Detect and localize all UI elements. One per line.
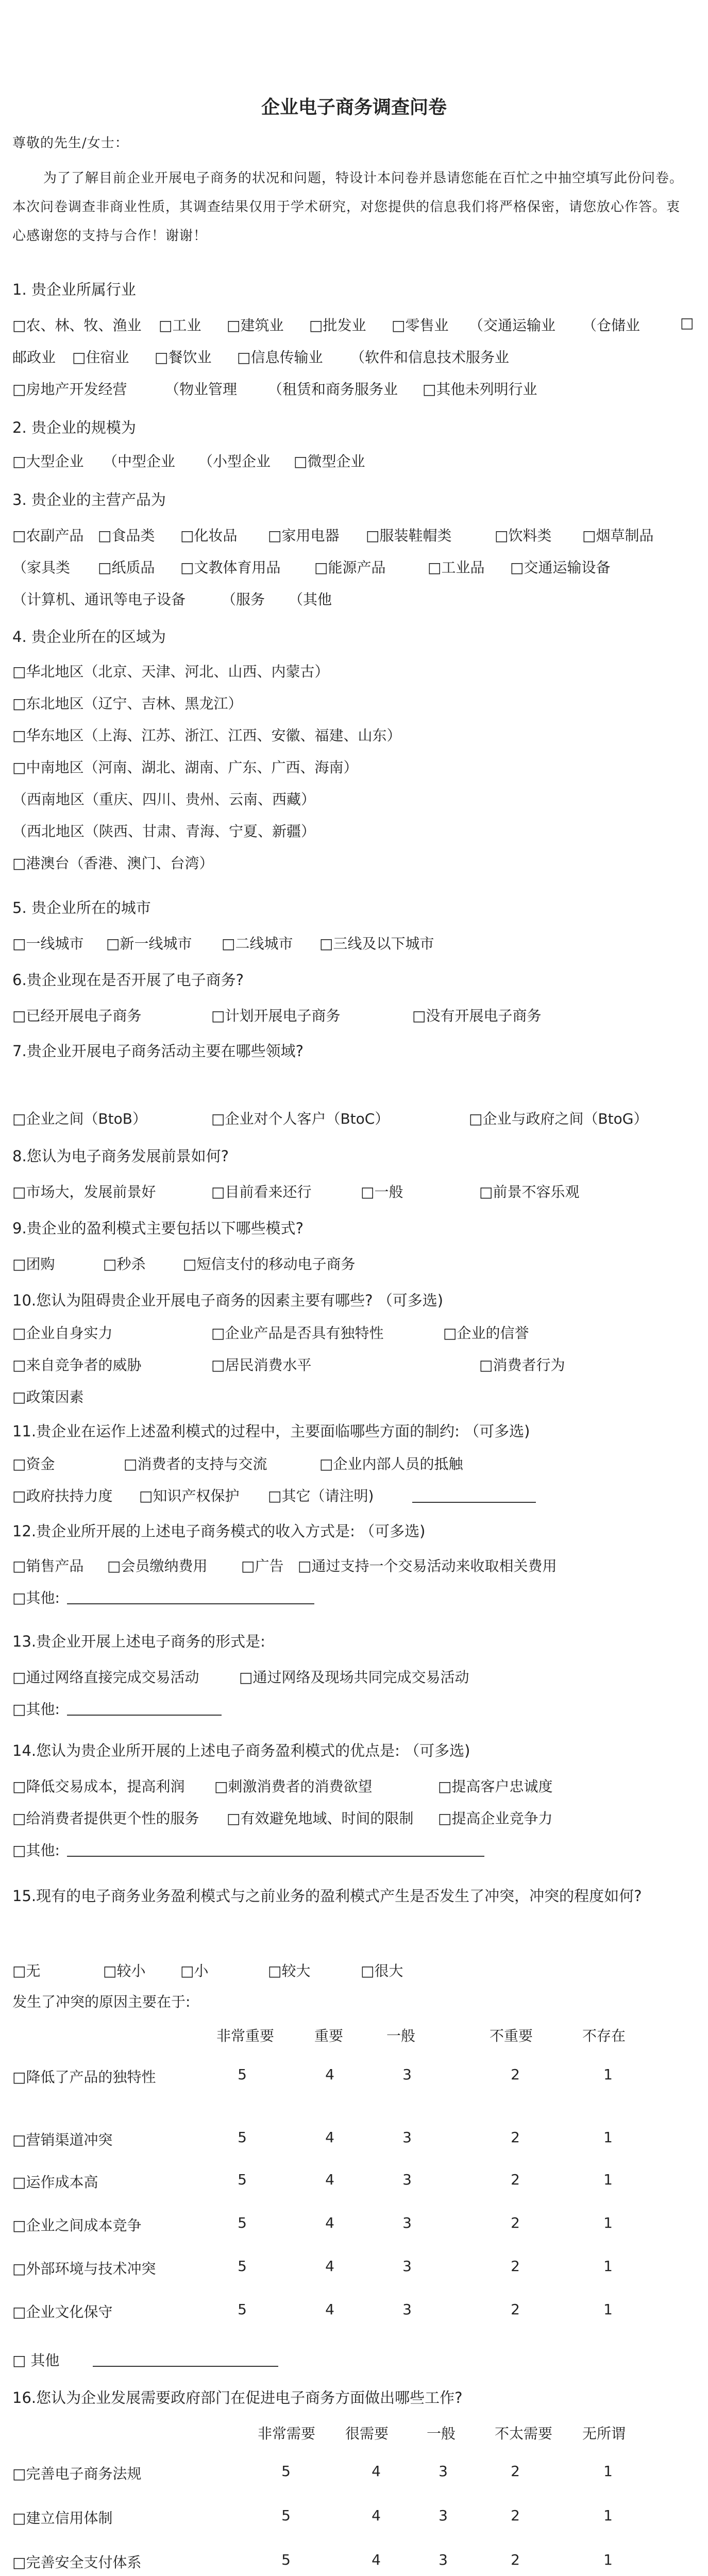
q1-option[interactable]: （租赁和商务服务业 (268, 381, 398, 398)
q15-header: 不存在 (582, 2027, 626, 2044)
q12-option[interactable]: □销售产品 (12, 1557, 84, 1574)
q15-score[interactable]: 5 (238, 2258, 247, 2275)
q14-option[interactable]: □提高企业竞争力 (438, 1810, 553, 1827)
q16-row-label[interactable]: □建立信用体制 (12, 2510, 113, 2527)
q11-other-fill-line[interactable] (412, 1502, 536, 1503)
q5-title: 5. 贵企业所在的城市 (12, 899, 151, 917)
q11-option[interactable]: □企业内部人员的抵触 (319, 1455, 463, 1472)
q16-score[interactable]: 5 (281, 2507, 291, 2524)
q3-option[interactable]: □工业品 (428, 559, 485, 576)
q3-option[interactable]: □化妆品 (180, 527, 238, 544)
q1-option[interactable]: □建筑业 (227, 317, 284, 334)
q15-score[interactable]: 2 (511, 2214, 520, 2231)
q16-header: 非常需要 (258, 2425, 316, 2442)
q1-option[interactable]: □ (680, 314, 694, 331)
q5-option[interactable]: □三线及以下城市 (319, 935, 434, 952)
q15-header: 重要 (314, 2027, 344, 2044)
q15-score[interactable]: 1 (603, 2171, 613, 2188)
q16-header: 不太需要 (495, 2425, 553, 2442)
q12-other[interactable]: □其他: (12, 1589, 60, 1606)
q13-option[interactable]: □通过网络直接完成交易活动 (12, 1669, 199, 1686)
q4-title: 4. 贵企业所在的区域为 (12, 628, 166, 646)
q7-title: 7.贵企业开展电子商务活动主要在哪些领域? (12, 1042, 304, 1060)
q6-option[interactable]: □已经开展电子商务 (12, 1007, 142, 1024)
q15-option[interactable]: □小 (180, 1962, 209, 1979)
q15-score[interactable]: 3 (402, 2258, 412, 2275)
q15-other-fill-line[interactable] (93, 2366, 278, 2367)
q3-option[interactable]: □服装鞋帽类 (366, 527, 452, 544)
q5-option[interactable]: □二线城市 (222, 935, 293, 952)
q16-score[interactable]: 2 (511, 2463, 520, 2480)
q15-row-label[interactable]: □降低了产品的独特性 (12, 2069, 156, 2086)
q7-option[interactable]: □企业之间（BtoB） (12, 1110, 147, 1127)
q15-score[interactable]: 1 (603, 2066, 613, 2083)
q10-option[interactable]: □企业自身实力 (12, 1325, 113, 1342)
q15-score[interactable]: 4 (325, 2171, 334, 2188)
q9-title: 9.贵企业的盈利模式主要包括以下哪些模式? (12, 1219, 304, 1237)
q1-option[interactable]: □工业 (159, 317, 201, 334)
q16-score[interactable]: 1 (603, 2507, 613, 2524)
q15-score[interactable]: 4 (325, 2301, 334, 2318)
q16-score[interactable]: 2 (511, 2551, 520, 2568)
q15-score[interactable]: 3 (402, 2129, 412, 2146)
q15-score[interactable]: 2 (511, 2171, 520, 2188)
q1-option[interactable]: （软件和信息技术服务业 (350, 349, 510, 366)
q14-other[interactable]: □其他: (12, 1842, 60, 1859)
q10-option[interactable]: □居民消费水平 (211, 1357, 312, 1374)
q14-option[interactable]: □刺激消费者的消费欲望 (214, 1778, 373, 1795)
q16-score[interactable]: 4 (372, 2551, 381, 2568)
q1-option[interactable]: □零售业 (392, 317, 449, 334)
intro-paragraph: 为了了解目前企业开展电子商务的状况和问题，特设计本问卷并恳请您能在百忙之中抽空填写此份问卷。本次问卷调查非商业性质，其调查结果仅用于学术研究，对您提供的信息我们将严格保密，请您放心作答。衷心感谢您的支持与合作！谢谢！ (12, 171, 684, 244)
q8-title: 8.您认为电子商务发展前景如何? (12, 1147, 229, 1165)
q15-title: 15.现有的电子商务业务盈利模式与之前业务的盈利模式产生是否发生了冲突，冲突的程度如何? (12, 1887, 642, 1905)
q11-option[interactable]: □资金 (12, 1455, 55, 1472)
q15-score[interactable]: 1 (603, 2258, 613, 2275)
q4-option[interactable]: □华东地区（上海、江苏、浙江、江西、安徽、福建、山东） (12, 727, 401, 744)
q1-title: 1. 贵企业所属行业 (12, 281, 136, 298)
q13-other-fill-line[interactable] (67, 1715, 222, 1716)
q16-score[interactable]: 3 (439, 2507, 448, 2524)
q15-row-label[interactable]: □运作成本高 (12, 2174, 98, 2191)
q10-title: 10.您认为阻碍贵企业开展电子商务的因素主要有哪些? （可多选) (12, 1292, 444, 1309)
q16-score[interactable]: 2 (511, 2507, 520, 2524)
q13-option[interactable]: □通过网络及现场共同完成交易活动 (239, 1669, 469, 1686)
q10-option[interactable]: □企业产品是否具有独特性 (211, 1325, 384, 1342)
q1-option[interactable]: □其他未列明行业 (423, 381, 537, 398)
q16-title: 16.您认为企业发展需要政府部门在促进电子商务方面做出哪些工作? (12, 2389, 463, 2406)
q10-option[interactable]: □消费者行为 (479, 1357, 565, 1374)
q15-score[interactable]: 1 (603, 2129, 613, 2146)
q15-row-label[interactable]: □企业文化保守 (12, 2303, 113, 2320)
q1-option[interactable]: □信息传输业 (237, 349, 323, 366)
q11-option[interactable]: □其它（请注明) (268, 1487, 374, 1504)
q3-option[interactable]: □农副产品 (12, 527, 84, 544)
q15-score[interactable]: 4 (325, 2258, 334, 2275)
q15-score[interactable]: 4 (325, 2129, 334, 2146)
q14-option[interactable]: □提高客户忠诚度 (438, 1778, 553, 1795)
q8-option[interactable]: □市场大，发展前景好 (12, 1183, 156, 1200)
q16-score[interactable]: 5 (281, 2551, 291, 2568)
q3-option[interactable]: □家用电器 (268, 527, 340, 544)
q3-option[interactable]: □食品类 (98, 527, 155, 544)
q3-title: 3. 贵企业的主营产品为 (12, 491, 166, 509)
q15-score[interactable]: 2 (511, 2066, 520, 2083)
q4-option[interactable]: （西北地区（陕西、甘肃、青海、宁夏、新疆） (12, 823, 316, 840)
q16-header: 很需要 (345, 2425, 389, 2442)
q7-option[interactable]: □企业对个人客户（BtoC） (211, 1110, 390, 1127)
q16-score[interactable]: 4 (372, 2507, 381, 2524)
q11-option[interactable]: □知识产权保护 (139, 1487, 240, 1504)
q15-score[interactable]: 5 (238, 2171, 247, 2188)
q15-row-label[interactable]: □外部环境与技术冲突 (12, 2260, 156, 2277)
q11-option[interactable]: □消费者的支持与交流 (124, 1455, 267, 1472)
q1-option[interactable]: 邮政业 (12, 349, 56, 366)
q9-option[interactable]: □团购 (12, 1256, 55, 1273)
q3-option[interactable]: （其他 (289, 591, 332, 608)
q4-option[interactable]: □东北地区（辽宁、吉林、黑龙江） (12, 695, 243, 712)
q15-score[interactable]: 3 (402, 2066, 412, 2083)
page-title: 企业电子商务调查问卷 (261, 96, 447, 118)
q15-option[interactable]: □无 (12, 1962, 41, 1979)
q16-score[interactable]: 3 (439, 2551, 448, 2568)
q3-option[interactable]: □烟草制品 (582, 527, 654, 544)
q16-score[interactable]: 3 (439, 2463, 448, 2480)
q7-option[interactable]: □企业与政府之间（BtoG） (469, 1110, 648, 1127)
q3-option[interactable]: □饮料类 (495, 527, 552, 544)
q15-score[interactable]: 5 (238, 2066, 247, 2083)
q15-option[interactable]: □较大 (268, 1962, 311, 1979)
q10-option[interactable]: □来自竞争者的威胁 (12, 1357, 142, 1374)
q12-title: 12.贵企业所开展的上述电子商务模式的收入方式是: （可多选) (12, 1522, 426, 1540)
q15-score[interactable]: 4 (325, 2066, 334, 2083)
q1-option[interactable]: □餐饮业 (155, 349, 212, 366)
q16-row-label[interactable]: □完善安全支付体系 (12, 2554, 142, 2571)
q1-option[interactable]: （物业管理 (165, 381, 238, 398)
q12-option[interactable]: □通过支持一个交易活动来收取相关费用 (298, 1557, 557, 1574)
q16-score[interactable]: 4 (372, 2463, 381, 2480)
q15-score[interactable]: 2 (511, 2301, 520, 2318)
q15-header: 非常重要 (216, 2027, 275, 2044)
q13-other[interactable]: □其他: (12, 1701, 60, 1718)
greeting: 尊敬的先生/女士： (12, 135, 129, 151)
q9-option[interactable]: □短信支付的移动电子商务 (183, 1256, 356, 1273)
q15-score[interactable]: 5 (238, 2214, 247, 2231)
q3-option[interactable]: □能源产品 (314, 559, 386, 576)
q5-option[interactable]: □一线城市 (12, 935, 84, 952)
q6-option[interactable]: □计划开展电子商务 (211, 1007, 341, 1024)
q15-score[interactable]: 3 (402, 2171, 412, 2188)
q3-option[interactable]: （服务 (222, 591, 265, 608)
q15-score[interactable]: 4 (325, 2214, 334, 2231)
q1-option[interactable]: □房地产开发经营 (12, 381, 127, 398)
q11-option[interactable]: □政府扶持力度 (12, 1487, 113, 1504)
q15-score[interactable]: 3 (402, 2214, 412, 2231)
q3-option[interactable]: □文教体育用品 (180, 559, 281, 576)
q1-option[interactable]: （仓储业 (582, 317, 640, 334)
q4-option[interactable]: □港澳台（香港、澳门、台湾） (12, 855, 214, 872)
q16-header: 一般 (427, 2425, 456, 2442)
q8-option[interactable]: □一般 (361, 1183, 403, 1200)
q5-option[interactable]: □新一线城市 (106, 935, 192, 952)
q2-title: 2. 贵企业的规模为 (12, 419, 136, 436)
q11-title: 11.贵企业在运作上述盈利模式的过程中，主要面临哪些方面的制约: （可多选) (12, 1422, 530, 1440)
q15-subtitle: 发生了冲突的原因主要在于: (12, 1993, 191, 2010)
q4-option[interactable]: □中南地区（河南、湖北、湖南、广东、广西、海南） (12, 759, 358, 776)
q4-option[interactable]: □华北地区（北京、天津、河北、山西、内蒙古） (12, 663, 329, 680)
q1-option[interactable]: □农、林、牧、渔业 (12, 317, 142, 334)
q14-title: 14.您认为贵企业所开展的上述电子商务盈利模式的优点是: （可多选) (12, 1742, 470, 1759)
q3-option[interactable]: □交通运输设备 (510, 559, 611, 576)
q16-row-label[interactable]: □完善电子商务法规 (12, 2465, 142, 2482)
q15-score[interactable]: 2 (511, 2258, 520, 2275)
q10-option[interactable]: □企业的信誉 (443, 1325, 529, 1342)
q2-option[interactable]: （小型企业 (198, 453, 271, 470)
q12-option[interactable]: □广告 (241, 1557, 284, 1574)
q3-option[interactable]: （家具类 (12, 559, 71, 576)
q10-option[interactable]: □政策因素 (12, 1388, 84, 1405)
q12-option[interactable]: □会员缴纳费用 (107, 1557, 208, 1574)
q6-title: 6.贵企业现在是否开展了电子商务? (12, 971, 244, 989)
q15-header: 一般 (386, 2027, 416, 2044)
q15-score[interactable]: 3 (402, 2301, 412, 2318)
q15-score[interactable]: 1 (603, 2301, 613, 2318)
q14-option[interactable]: □给消费者提供更个性的服务 (12, 1810, 199, 1827)
q15-score[interactable]: 1 (603, 2214, 613, 2231)
q14-option[interactable]: □有效避免地域、时间的限制 (227, 1810, 414, 1827)
q14-option[interactable]: □降低交易成本，提高利润 (12, 1778, 185, 1795)
q2-option[interactable]: （中型企业 (103, 453, 176, 470)
q15-row-label[interactable]: □企业之间成本竞争 (12, 2217, 142, 2234)
q8-option[interactable]: □前景不容乐观 (479, 1183, 580, 1200)
q1-option[interactable]: □批发业 (309, 317, 366, 334)
q3-option[interactable]: （计算机、通讯等电子设备 (12, 591, 186, 608)
q2-option[interactable]: □微型企业 (294, 453, 365, 470)
q16-header: 无所谓 (582, 2425, 626, 2442)
q12-other-fill-line[interactable] (67, 1603, 314, 1604)
q15-score[interactable]: 2 (511, 2129, 520, 2146)
q16-score[interactable]: 1 (603, 2463, 613, 2480)
q1-option[interactable]: □住宿业 (72, 349, 129, 366)
q15-other[interactable]: □ 其他 (12, 2352, 60, 2369)
q15-option[interactable]: □较小 (103, 1962, 146, 1979)
q13-title: 13.贵企业开展上述电子商务的形式是: (12, 1633, 265, 1650)
q15-option[interactable]: □很大 (361, 1962, 403, 1979)
q6-option[interactable]: □没有开展电子商务 (412, 1007, 542, 1024)
q15-row-label[interactable]: □营销渠道冲突 (12, 2131, 113, 2148)
q8-option[interactable]: □目前看来还行 (211, 1183, 312, 1200)
q4-option[interactable]: （西南地区（重庆、四川、贵州、云南、西藏） (12, 791, 316, 808)
q1-option[interactable]: （交通运输业 (469, 317, 556, 334)
q15-score[interactable]: 5 (238, 2301, 247, 2318)
q2-option[interactable]: □大型企业 (12, 453, 84, 470)
q15-score[interactable]: 5 (238, 2129, 247, 2146)
q15-header: 不重要 (490, 2027, 533, 2044)
q3-option[interactable]: □纸质品 (98, 559, 155, 576)
q16-score[interactable]: 1 (603, 2551, 613, 2568)
q9-option[interactable]: □秒杀 (103, 1256, 146, 1273)
q14-other-fill-line[interactable] (67, 1856, 484, 1857)
q16-score[interactable]: 5 (281, 2463, 291, 2480)
